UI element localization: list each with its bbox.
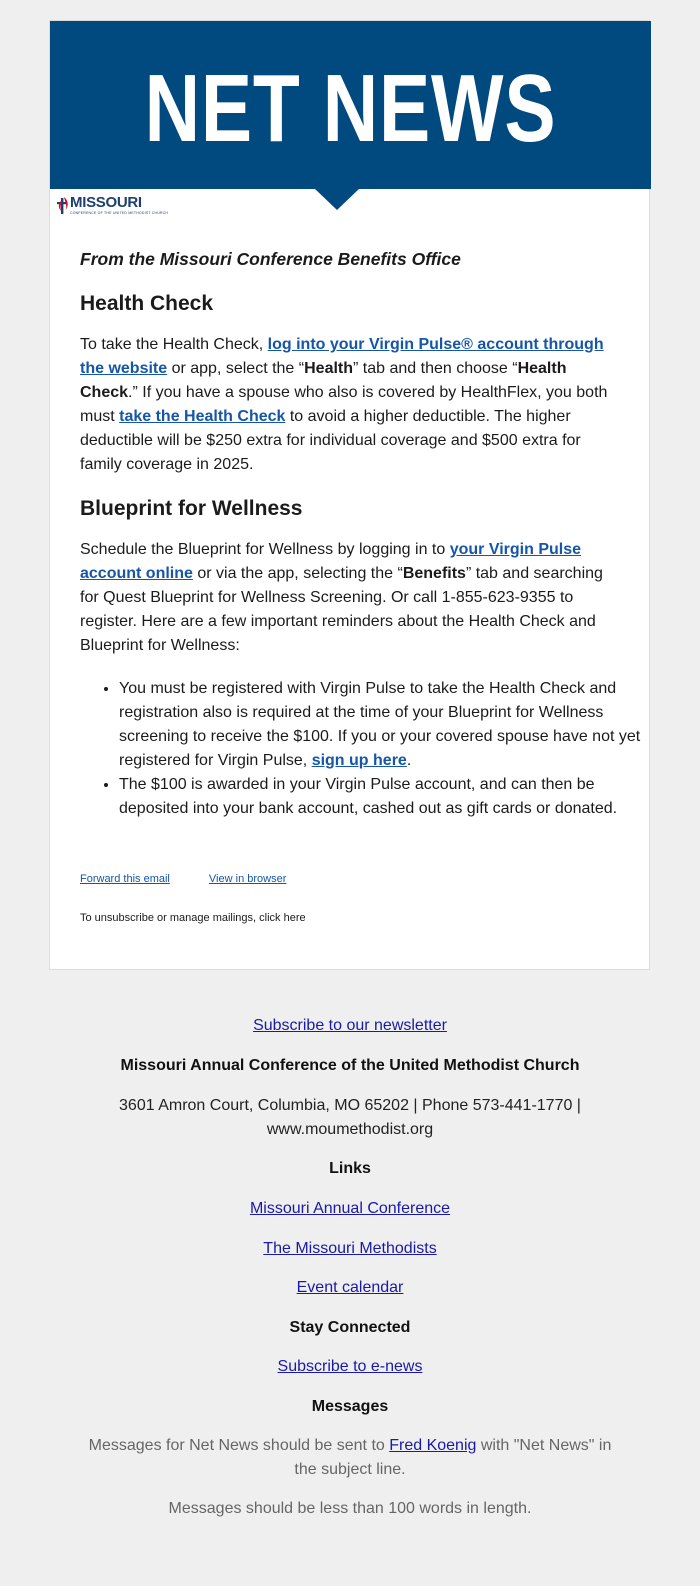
article-source: From the Missouri Conference Benefits Office bbox=[80, 249, 461, 269]
email-links bbox=[80, 873, 322, 885]
org-name: Missouri Annual Conference of the United Methodist Church bbox=[120, 1057, 580, 1074]
text: . bbox=[406, 752, 412, 769]
logo-subtitle: CONFERENCE OF THE UNITED METHODIST CHURCH bbox=[70, 211, 169, 215]
text: To take the Health Check, bbox=[80, 336, 268, 353]
cross-and-flame-icon bbox=[56, 195, 70, 215]
bold-text: Health Check bbox=[80, 360, 567, 401]
logo-word: MISSOURI bbox=[70, 194, 142, 211]
messages-heading: Messages bbox=[311, 1398, 389, 1415]
text: Schedule the Blueprint for Wellness by logging in to bbox=[80, 541, 450, 558]
text: or app, select the “ bbox=[167, 360, 305, 377]
list-item bbox=[119, 677, 649, 773]
sign-up-link[interactable]: sign up here bbox=[311, 752, 407, 769]
forward-email-link[interactable]: Forward this email bbox=[80, 873, 170, 885]
subscribe-enews-link[interactable]: Subscribe to e-news bbox=[277, 1358, 423, 1375]
health-check-heading: Health Check bbox=[80, 292, 214, 315]
text: with "Net News" in bbox=[476, 1437, 612, 1454]
view-in-browser-link[interactable]: View in browser bbox=[208, 873, 287, 885]
health-check-paragraph bbox=[80, 333, 610, 477]
take-health-check-link[interactable]: take the Health Check bbox=[119, 408, 286, 425]
messages-line-2: the subject line. bbox=[294, 1461, 406, 1478]
email-card bbox=[49, 20, 650, 970]
text: .” If you have a spouse who also is covered by HealthFlex, you both must bbox=[80, 384, 608, 425]
event-calendar-link[interactable]: Event calendar bbox=[296, 1279, 404, 1296]
subscribe-newsletter-link[interactable]: Subscribe to our newsletter bbox=[253, 1017, 447, 1034]
messages-length: Messages should be less than 100 words in length. bbox=[168, 1500, 532, 1517]
address-line: 3601 Amron Court, Columbia, MO 65202 | Phone 573-441-1770 | bbox=[119, 1097, 581, 1114]
bold-text: Benefits bbox=[402, 565, 466, 582]
virgin-pulse-website-link[interactable]: log into your Virgin Pulse® account through the website bbox=[80, 336, 604, 377]
text: to avoid a higher deductible. The higher deductible will be $250 extra for individual coverage and $500 extra for family coverage in 2025. bbox=[80, 408, 581, 473]
banner bbox=[50, 21, 651, 189]
article bbox=[80, 247, 641, 817]
stay-connected-heading: Stay Connected bbox=[289, 1319, 411, 1336]
text: ” tab and then choose “ bbox=[353, 360, 518, 377]
blueprint-paragraph bbox=[80, 538, 610, 658]
blueprint-heading: Blueprint for Wellness bbox=[80, 497, 303, 520]
list-item: • The $100 is awarded in your Virgin Pulse account, and can then be deposited into your bank account, cashed out as gift cards or donated. bbox=[119, 773, 649, 821]
text: You must be registered with Virgin Pulse to take the Health Check and registration also is required at the time of your Blueprint for Wellness screening to receive the $100. If you or your covered spouse have not yet registered for Virgin Pulse, bbox=[119, 680, 641, 769]
messages-line bbox=[0, 1434, 700, 1458]
text: ” tab and searching for Quest Blueprint for Wellness Screening. Or call 1-855-623-9355 to register. Here are a few important reminders about the Health Check and Blueprint for Wellness: bbox=[80, 565, 603, 654]
bold-text: Health bbox=[304, 360, 354, 377]
virgin-pulse-account-link[interactable]: your Virgin Pulse account online bbox=[80, 541, 581, 582]
text: or via the app, selecting the “ bbox=[192, 565, 403, 582]
links-heading: Links bbox=[329, 1160, 371, 1177]
unsubscribe-link[interactable]: To unsubscribe or manage mailings, click here bbox=[80, 912, 306, 924]
reminders-list bbox=[80, 677, 649, 821]
fred-koenig-link[interactable]: Fred Koenig bbox=[389, 1437, 477, 1454]
website-text: www.moumethodist.org bbox=[266, 1121, 434, 1138]
banner-title: NET NEWS bbox=[144, 55, 557, 162]
banner-notch bbox=[314, 188, 360, 210]
missouri-logo bbox=[56, 193, 169, 217]
missouri-annual-conference-link[interactable]: Missouri Annual Conference bbox=[249, 1200, 451, 1217]
missouri-methodists-link[interactable]: The Missouri Methodists bbox=[263, 1240, 437, 1257]
text: Messages for Net News should be sent to bbox=[88, 1437, 390, 1454]
